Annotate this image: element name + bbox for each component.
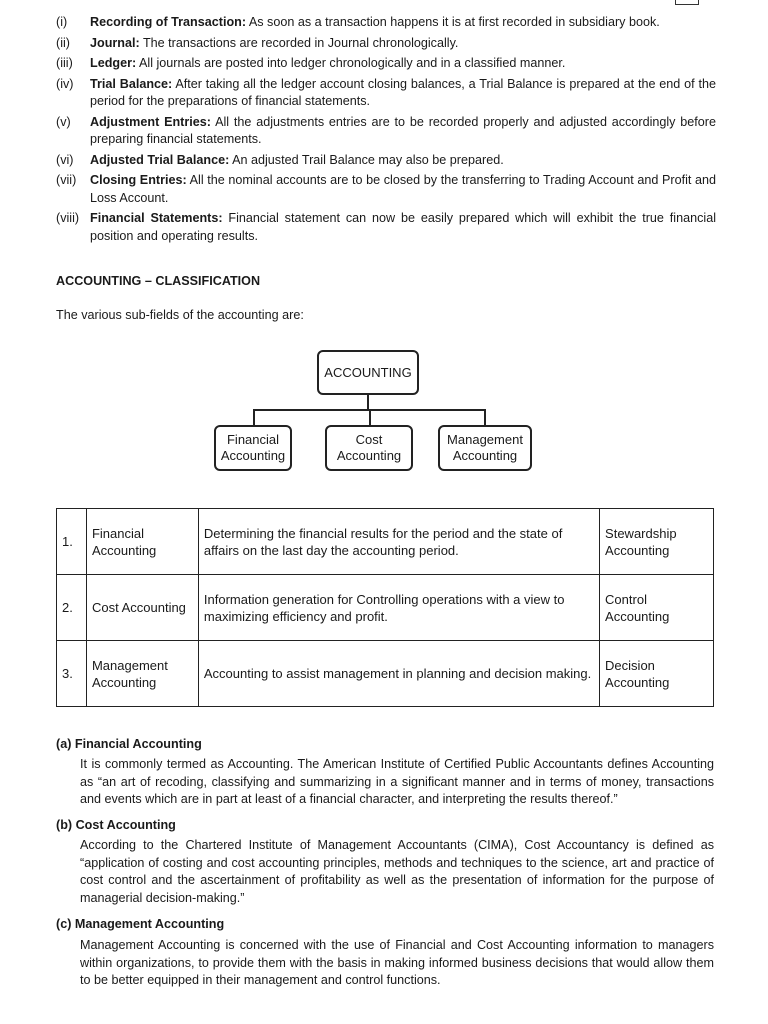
step-number: (viii) (56, 211, 80, 225)
step-item (56, 210, 716, 245)
child-node-management: Management Accounting (438, 425, 532, 471)
field-description: Information generation for Controlling operations with a view to maximizing efficiency and profit. (198, 575, 599, 641)
step-text: The transactions are recorded in Journal chronologically. (139, 35, 459, 50)
section-title: (a) Financial Accounting (56, 737, 202, 751)
table-row (57, 575, 714, 641)
classification-heading: ACCOUNTING – CLASSIFICATION (56, 274, 261, 288)
field-name: Management Accounting (86, 641, 198, 707)
root-node: ACCOUNTING (317, 350, 419, 395)
step-text: All journals are posted into ledger chronologically and in a classified manner. (136, 56, 566, 70)
accounting-process-steps (56, 14, 716, 248)
step-item (56, 114, 716, 149)
connector-line (484, 409, 486, 425)
page-corner-mark (675, 0, 699, 5)
step-text: Financial statement can now be easily prepared which will exhibit the true financial position and operating results. (90, 211, 717, 243)
accounting-tree-diagram (200, 345, 560, 475)
classification-intro: The various sub-fields of the accounting are: (56, 308, 304, 322)
step-number: (ii) (56, 35, 70, 50)
step-term: Trial Balance: (90, 76, 173, 91)
row-number: 1. (57, 509, 87, 575)
step-number: (iii) (56, 56, 73, 70)
step-text: As soon as a transaction happens it is at first recorded in subsidiary book. (246, 15, 660, 29)
step-item (56, 152, 716, 170)
step-item (56, 55, 716, 73)
step-number: (vi) (56, 152, 74, 167)
section-body: Management Accounting is concerned with the use of Financial and Cost Accounting information to managers within organizations, to provide them with the basis in making informed business decisions that would allow them to be better equipped in their management and control functions. (80, 938, 714, 987)
row-number: 2. (57, 575, 87, 641)
field-name: Cost Accounting (86, 575, 198, 641)
table-row (57, 641, 714, 707)
step-term: Financial Statements: (90, 211, 223, 225)
step-number: (iv) (56, 76, 74, 91)
step-item (56, 172, 716, 207)
step-item (56, 76, 716, 111)
step-term: Closing Entries: (90, 173, 187, 187)
field-name: Financial Accounting (86, 509, 198, 575)
connector-line (369, 409, 371, 425)
step-term: Ledger: (90, 56, 137, 70)
step-text: An adjusted Trail Balance may also be prepared. (229, 152, 504, 167)
step-term: Journal: (90, 35, 140, 50)
section-title: (b) Cost Accounting (56, 818, 176, 832)
section-body: It is commonly termed as Accounting. The American Institute of Certified Public Accountants defines Accounting as “an art of recoding, classifying and summarizing in a significant manner and in terms of money, transactions and events which are in part at least of a financial character, and interpreting the results thereof.” (80, 757, 714, 806)
step-item (56, 35, 716, 53)
step-term: Adjusted Trial Balance: (90, 152, 230, 167)
step-text: All the nominal accounts are to be closed by the transferring to Trading Account and Profit and Loss Account. (90, 173, 717, 205)
connector-line (253, 409, 255, 425)
row-number: 3. (57, 641, 87, 707)
step-term: Recording of Transaction: (90, 15, 247, 29)
field-description: Accounting to assist management in planning and decision making. (198, 641, 599, 707)
field-description: Determining the financial results for the period and the state of affairs on the last day the accounting period. (198, 509, 599, 575)
step-number: (v) (56, 114, 71, 129)
child-node-financial: Financial Accounting (214, 425, 292, 471)
step-text: After taking all the ledger account closing balances, a Trial Balance is prepared at the end of the period for the preparations of financial statements. (90, 76, 716, 108)
section-body: According to the Chartered Institute of Management Accountants (CIMA), Cost Accountancy is defined as “application of costing and cost accounting principles, methods and techniques to the science, art and practice of cost control and the ascertainment of profitability as well as the presentation of information for the purpose of managerial decision-making.” (80, 838, 714, 905)
classification-table (56, 508, 714, 707)
child-node-cost: Cost Accounting (325, 425, 413, 471)
field-type: Decision Accounting (600, 641, 714, 707)
connector-line (367, 395, 369, 410)
field-type: Control Accounting (600, 575, 714, 641)
step-number: (i) (56, 15, 68, 29)
step-text: All the adjustments entries are to be recorded properly and adjusted accordingly before preparing financial statements. (90, 114, 716, 146)
section-title: (c) Management Accounting (56, 917, 225, 931)
field-type: Stewardship Accounting (600, 509, 714, 575)
step-number: (vii) (56, 173, 77, 187)
step-item (56, 14, 716, 32)
step-term: Adjustment Entries: (90, 114, 211, 129)
table-row (57, 509, 714, 575)
